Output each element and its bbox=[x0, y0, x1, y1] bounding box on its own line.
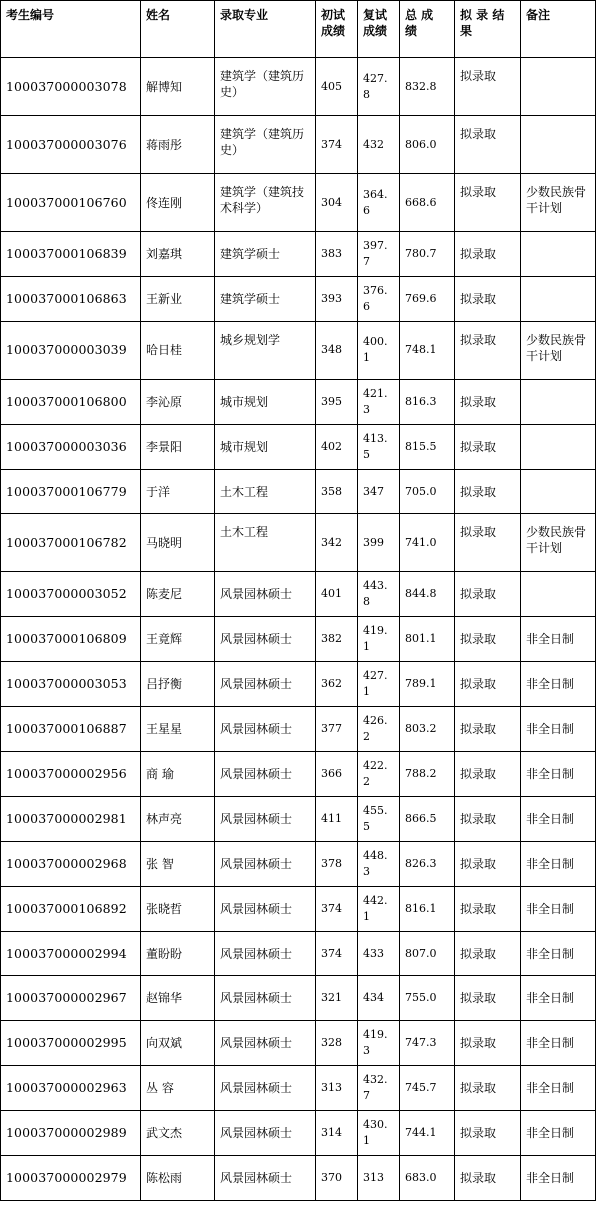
table-header-row bbox=[1, 1, 596, 58]
cell-remark: 非全日制 bbox=[521, 1021, 596, 1066]
cell-result: 拟录取 bbox=[455, 1066, 521, 1111]
cell-retest-score: 448.3 bbox=[358, 841, 400, 886]
cell-major: 风景园林硕士 bbox=[215, 931, 316, 976]
cell-remark bbox=[521, 469, 596, 514]
cell-candidate-id: 100037000106800 bbox=[1, 379, 141, 424]
cell-major: 风景园林硕士 bbox=[215, 1156, 316, 1201]
cell-total-score: 745.7 bbox=[400, 1066, 455, 1111]
cell-total-score: 816.3 bbox=[400, 379, 455, 424]
cell-candidate-id: 100037000002989 bbox=[1, 1111, 141, 1156]
header-retest-score: 复试成绩 bbox=[358, 1, 400, 58]
cell-retest-score: 427.8 bbox=[358, 58, 400, 116]
cell-result: 拟录取 bbox=[455, 514, 521, 572]
cell-name: 蒋雨彤 bbox=[141, 116, 215, 174]
header-name: 姓名 bbox=[141, 1, 215, 58]
cell-major: 土木工程 bbox=[215, 514, 316, 572]
cell-name: 王星星 bbox=[141, 707, 215, 752]
table-row bbox=[1, 469, 596, 514]
table-row bbox=[1, 232, 596, 277]
cell-retest-score: 419.3 bbox=[358, 1021, 400, 1066]
table-row bbox=[1, 886, 596, 931]
cell-total-score: 803.2 bbox=[400, 707, 455, 752]
cell-result: 拟录取 bbox=[455, 116, 521, 174]
cell-candidate-id: 100037000106839 bbox=[1, 232, 141, 277]
table-row bbox=[1, 1066, 596, 1111]
cell-initial-score: 370 bbox=[316, 1156, 358, 1201]
cell-candidate-id: 100037000002981 bbox=[1, 796, 141, 841]
cell-remark: 非全日制 bbox=[521, 1066, 596, 1111]
cell-remark: 非全日制 bbox=[521, 886, 596, 931]
cell-major: 风景园林硕士 bbox=[215, 841, 316, 886]
cell-total-score: 866.5 bbox=[400, 796, 455, 841]
cell-name: 商 瑜 bbox=[141, 752, 215, 797]
cell-candidate-id: 100037000106863 bbox=[1, 276, 141, 321]
cell-total-score: 683.0 bbox=[400, 1156, 455, 1201]
cell-result: 拟录取 bbox=[455, 572, 521, 617]
table-row bbox=[1, 1111, 596, 1156]
cell-retest-score: 434 bbox=[358, 976, 400, 1021]
cell-result: 拟录取 bbox=[455, 174, 521, 232]
cell-result: 拟录取 bbox=[455, 424, 521, 469]
cell-initial-score: 313 bbox=[316, 1066, 358, 1111]
cell-retest-score: 397.7 bbox=[358, 232, 400, 277]
cell-major: 风景园林硕士 bbox=[215, 1111, 316, 1156]
cell-retest-score: 364.6 bbox=[358, 174, 400, 232]
cell-total-score: 801.1 bbox=[400, 617, 455, 662]
cell-total-score: 748.1 bbox=[400, 321, 455, 379]
cell-candidate-id: 100037000003076 bbox=[1, 116, 141, 174]
cell-result: 拟录取 bbox=[455, 469, 521, 514]
cell-total-score: 741.0 bbox=[400, 514, 455, 572]
cell-name: 李景阳 bbox=[141, 424, 215, 469]
cell-retest-score: 443.8 bbox=[358, 572, 400, 617]
cell-remark: 少数民族骨干计划 bbox=[521, 174, 596, 232]
header-remark: 备注 bbox=[521, 1, 596, 58]
cell-candidate-id: 100037000106779 bbox=[1, 469, 141, 514]
cell-total-score: 844.8 bbox=[400, 572, 455, 617]
cell-remark: 非全日制 bbox=[521, 1111, 596, 1156]
cell-name: 刘嘉琪 bbox=[141, 232, 215, 277]
cell-major: 城市规划 bbox=[215, 424, 316, 469]
cell-result: 拟录取 bbox=[455, 662, 521, 707]
cell-result: 拟录取 bbox=[455, 931, 521, 976]
cell-initial-score: 382 bbox=[316, 617, 358, 662]
cell-name: 佟连刚 bbox=[141, 174, 215, 232]
cell-retest-score: 400.1 bbox=[358, 321, 400, 379]
cell-result: 拟录取 bbox=[455, 707, 521, 752]
cell-retest-score: 399 bbox=[358, 514, 400, 572]
cell-retest-score: 455.5 bbox=[358, 796, 400, 841]
cell-retest-score: 430.1 bbox=[358, 1111, 400, 1156]
cell-result: 拟录取 bbox=[455, 1021, 521, 1066]
cell-initial-score: 377 bbox=[316, 707, 358, 752]
cell-name: 董盼盼 bbox=[141, 931, 215, 976]
cell-name: 陈松雨 bbox=[141, 1156, 215, 1201]
cell-initial-score: 374 bbox=[316, 886, 358, 931]
cell-result: 拟录取 bbox=[455, 321, 521, 379]
cell-total-score: 755.0 bbox=[400, 976, 455, 1021]
cell-result: 拟录取 bbox=[455, 379, 521, 424]
header-total-score: 总 成 绩 bbox=[400, 1, 455, 58]
cell-candidate-id: 100037000002995 bbox=[1, 1021, 141, 1066]
cell-remark: 非全日制 bbox=[521, 662, 596, 707]
cell-retest-score: 313 bbox=[358, 1156, 400, 1201]
cell-retest-score: 432 bbox=[358, 116, 400, 174]
cell-initial-score: 362 bbox=[316, 662, 358, 707]
cell-retest-score: 376.6 bbox=[358, 276, 400, 321]
cell-total-score: 769.6 bbox=[400, 276, 455, 321]
cell-remark: 非全日制 bbox=[521, 931, 596, 976]
table-row bbox=[1, 976, 596, 1021]
cell-remark bbox=[521, 58, 596, 116]
cell-initial-score: 383 bbox=[316, 232, 358, 277]
cell-initial-score: 342 bbox=[316, 514, 358, 572]
table-row bbox=[1, 796, 596, 841]
cell-name: 丛 容 bbox=[141, 1066, 215, 1111]
cell-total-score: 744.1 bbox=[400, 1111, 455, 1156]
cell-remark bbox=[521, 232, 596, 277]
cell-initial-score: 405 bbox=[316, 58, 358, 116]
cell-major: 风景园林硕士 bbox=[215, 1066, 316, 1111]
table-row bbox=[1, 752, 596, 797]
cell-initial-score: 374 bbox=[316, 931, 358, 976]
cell-remark bbox=[521, 379, 596, 424]
cell-major: 风景园林硕士 bbox=[215, 617, 316, 662]
cell-name: 武文杰 bbox=[141, 1111, 215, 1156]
cell-total-score: 788.2 bbox=[400, 752, 455, 797]
header-result: 拟 录 结 果 bbox=[455, 1, 521, 58]
cell-remark: 非全日制 bbox=[521, 841, 596, 886]
cell-initial-score: 366 bbox=[316, 752, 358, 797]
cell-initial-score: 402 bbox=[316, 424, 358, 469]
cell-candidate-id: 100037000003052 bbox=[1, 572, 141, 617]
cell-name: 陈麦尼 bbox=[141, 572, 215, 617]
cell-result: 拟录取 bbox=[455, 796, 521, 841]
cell-name: 马晓明 bbox=[141, 514, 215, 572]
cell-total-score: 815.5 bbox=[400, 424, 455, 469]
cell-candidate-id: 100037000003078 bbox=[1, 58, 141, 116]
cell-retest-score: 433 bbox=[358, 931, 400, 976]
cell-initial-score: 378 bbox=[316, 841, 358, 886]
cell-name: 向双斌 bbox=[141, 1021, 215, 1066]
cell-candidate-id: 100037000106887 bbox=[1, 707, 141, 752]
cell-result: 拟录取 bbox=[455, 58, 521, 116]
cell-major: 土木工程 bbox=[215, 469, 316, 514]
cell-major: 建筑学（建筑历史） bbox=[215, 116, 316, 174]
table-row bbox=[1, 321, 596, 379]
cell-retest-score: 413.5 bbox=[358, 424, 400, 469]
cell-major: 建筑学（建筑历史） bbox=[215, 58, 316, 116]
cell-name: 张晓哲 bbox=[141, 886, 215, 931]
cell-initial-score: 401 bbox=[316, 572, 358, 617]
cell-initial-score: 374 bbox=[316, 116, 358, 174]
cell-initial-score: 328 bbox=[316, 1021, 358, 1066]
cell-total-score: 816.1 bbox=[400, 886, 455, 931]
cell-remark: 少数民族骨干计划 bbox=[521, 514, 596, 572]
cell-major: 风景园林硕士 bbox=[215, 976, 316, 1021]
cell-remark bbox=[521, 116, 596, 174]
cell-major: 建筑学硕士 bbox=[215, 276, 316, 321]
cell-major: 风景园林硕士 bbox=[215, 707, 316, 752]
cell-total-score: 832.8 bbox=[400, 58, 455, 116]
cell-candidate-id: 100037000106782 bbox=[1, 514, 141, 572]
cell-name: 王竟辉 bbox=[141, 617, 215, 662]
table-row bbox=[1, 662, 596, 707]
cell-total-score: 747.3 bbox=[400, 1021, 455, 1066]
cell-remark: 非全日制 bbox=[521, 707, 596, 752]
cell-remark: 非全日制 bbox=[521, 796, 596, 841]
table-row bbox=[1, 58, 596, 116]
cell-candidate-id: 100037000002968 bbox=[1, 841, 141, 886]
cell-result: 拟录取 bbox=[455, 1111, 521, 1156]
cell-retest-score: 419.1 bbox=[358, 617, 400, 662]
table-row bbox=[1, 116, 596, 174]
cell-total-score: 705.0 bbox=[400, 469, 455, 514]
cell-initial-score: 348 bbox=[316, 321, 358, 379]
cell-candidate-id: 100037000106892 bbox=[1, 886, 141, 931]
table-row bbox=[1, 1021, 596, 1066]
cell-total-score: 668.6 bbox=[400, 174, 455, 232]
cell-candidate-id: 100037000106760 bbox=[1, 174, 141, 232]
table-row bbox=[1, 1156, 596, 1201]
table-row bbox=[1, 707, 596, 752]
cell-retest-score: 347 bbox=[358, 469, 400, 514]
cell-name: 张 智 bbox=[141, 841, 215, 886]
cell-major: 风景园林硕士 bbox=[215, 886, 316, 931]
cell-candidate-id: 100037000002979 bbox=[1, 1156, 141, 1201]
cell-result: 拟录取 bbox=[455, 276, 521, 321]
header-major: 录取专业 bbox=[215, 1, 316, 58]
cell-major: 建筑学（建筑技术科学） bbox=[215, 174, 316, 232]
table-row bbox=[1, 931, 596, 976]
cell-name: 王新业 bbox=[141, 276, 215, 321]
cell-retest-score: 421.3 bbox=[358, 379, 400, 424]
cell-result: 拟录取 bbox=[455, 976, 521, 1021]
cell-result: 拟录取 bbox=[455, 886, 521, 931]
cell-result: 拟录取 bbox=[455, 232, 521, 277]
header-id: 考生编号 bbox=[1, 1, 141, 58]
cell-remark: 非全日制 bbox=[521, 1156, 596, 1201]
cell-initial-score: 304 bbox=[316, 174, 358, 232]
cell-total-score: 789.1 bbox=[400, 662, 455, 707]
cell-result: 拟录取 bbox=[455, 1156, 521, 1201]
cell-initial-score: 393 bbox=[316, 276, 358, 321]
cell-retest-score: 442.1 bbox=[358, 886, 400, 931]
cell-remark: 非全日制 bbox=[521, 976, 596, 1021]
cell-retest-score: 426.2 bbox=[358, 707, 400, 752]
cell-result: 拟录取 bbox=[455, 752, 521, 797]
cell-name: 解博知 bbox=[141, 58, 215, 116]
header-initial-score: 初试成绩 bbox=[316, 1, 358, 58]
cell-candidate-id: 100037000003053 bbox=[1, 662, 141, 707]
cell-result: 拟录取 bbox=[455, 617, 521, 662]
table-row bbox=[1, 174, 596, 232]
cell-major: 风景园林硕士 bbox=[215, 572, 316, 617]
cell-initial-score: 395 bbox=[316, 379, 358, 424]
table-row bbox=[1, 572, 596, 617]
cell-name: 李沁原 bbox=[141, 379, 215, 424]
cell-total-score: 807.0 bbox=[400, 931, 455, 976]
cell-total-score: 826.3 bbox=[400, 841, 455, 886]
cell-remark bbox=[521, 276, 596, 321]
cell-initial-score: 411 bbox=[316, 796, 358, 841]
table-row bbox=[1, 276, 596, 321]
cell-candidate-id: 100037000002967 bbox=[1, 976, 141, 1021]
cell-total-score: 806.0 bbox=[400, 116, 455, 174]
cell-initial-score: 358 bbox=[316, 469, 358, 514]
cell-major: 城市规划 bbox=[215, 379, 316, 424]
cell-remark bbox=[521, 572, 596, 617]
cell-total-score: 780.7 bbox=[400, 232, 455, 277]
cell-major: 风景园林硕士 bbox=[215, 796, 316, 841]
cell-remark: 少数民族骨干计划 bbox=[521, 321, 596, 379]
cell-remark bbox=[521, 424, 596, 469]
cell-remark: 非全日制 bbox=[521, 752, 596, 797]
cell-retest-score: 432.7 bbox=[358, 1066, 400, 1111]
cell-name: 于洋 bbox=[141, 469, 215, 514]
cell-candidate-id: 100037000002956 bbox=[1, 752, 141, 797]
cell-name: 林声亮 bbox=[141, 796, 215, 841]
cell-initial-score: 321 bbox=[316, 976, 358, 1021]
cell-result: 拟录取 bbox=[455, 841, 521, 886]
cell-initial-score: 314 bbox=[316, 1111, 358, 1156]
cell-major: 风景园林硕士 bbox=[215, 752, 316, 797]
cell-candidate-id: 100037000003039 bbox=[1, 321, 141, 379]
cell-candidate-id: 100037000003036 bbox=[1, 424, 141, 469]
cell-major: 风景园林硕士 bbox=[215, 1021, 316, 1066]
cell-candidate-id: 100037000106809 bbox=[1, 617, 141, 662]
cell-major: 建筑学硕士 bbox=[215, 232, 316, 277]
cell-retest-score: 422.2 bbox=[358, 752, 400, 797]
cell-major: 风景园林硕士 bbox=[215, 662, 316, 707]
table-row bbox=[1, 841, 596, 886]
cell-name: 吕抒衡 bbox=[141, 662, 215, 707]
cell-retest-score: 427.1 bbox=[358, 662, 400, 707]
table-row bbox=[1, 514, 596, 572]
cell-name: 哈日桂 bbox=[141, 321, 215, 379]
cell-candidate-id: 100037000002994 bbox=[1, 931, 141, 976]
cell-name: 赵锦华 bbox=[141, 976, 215, 1021]
table-row bbox=[1, 379, 596, 424]
table-row bbox=[1, 617, 596, 662]
cell-remark: 非全日制 bbox=[521, 617, 596, 662]
table-row bbox=[1, 424, 596, 469]
cell-candidate-id: 100037000002963 bbox=[1, 1066, 141, 1111]
cell-major: 城乡规划学 bbox=[215, 321, 316, 379]
